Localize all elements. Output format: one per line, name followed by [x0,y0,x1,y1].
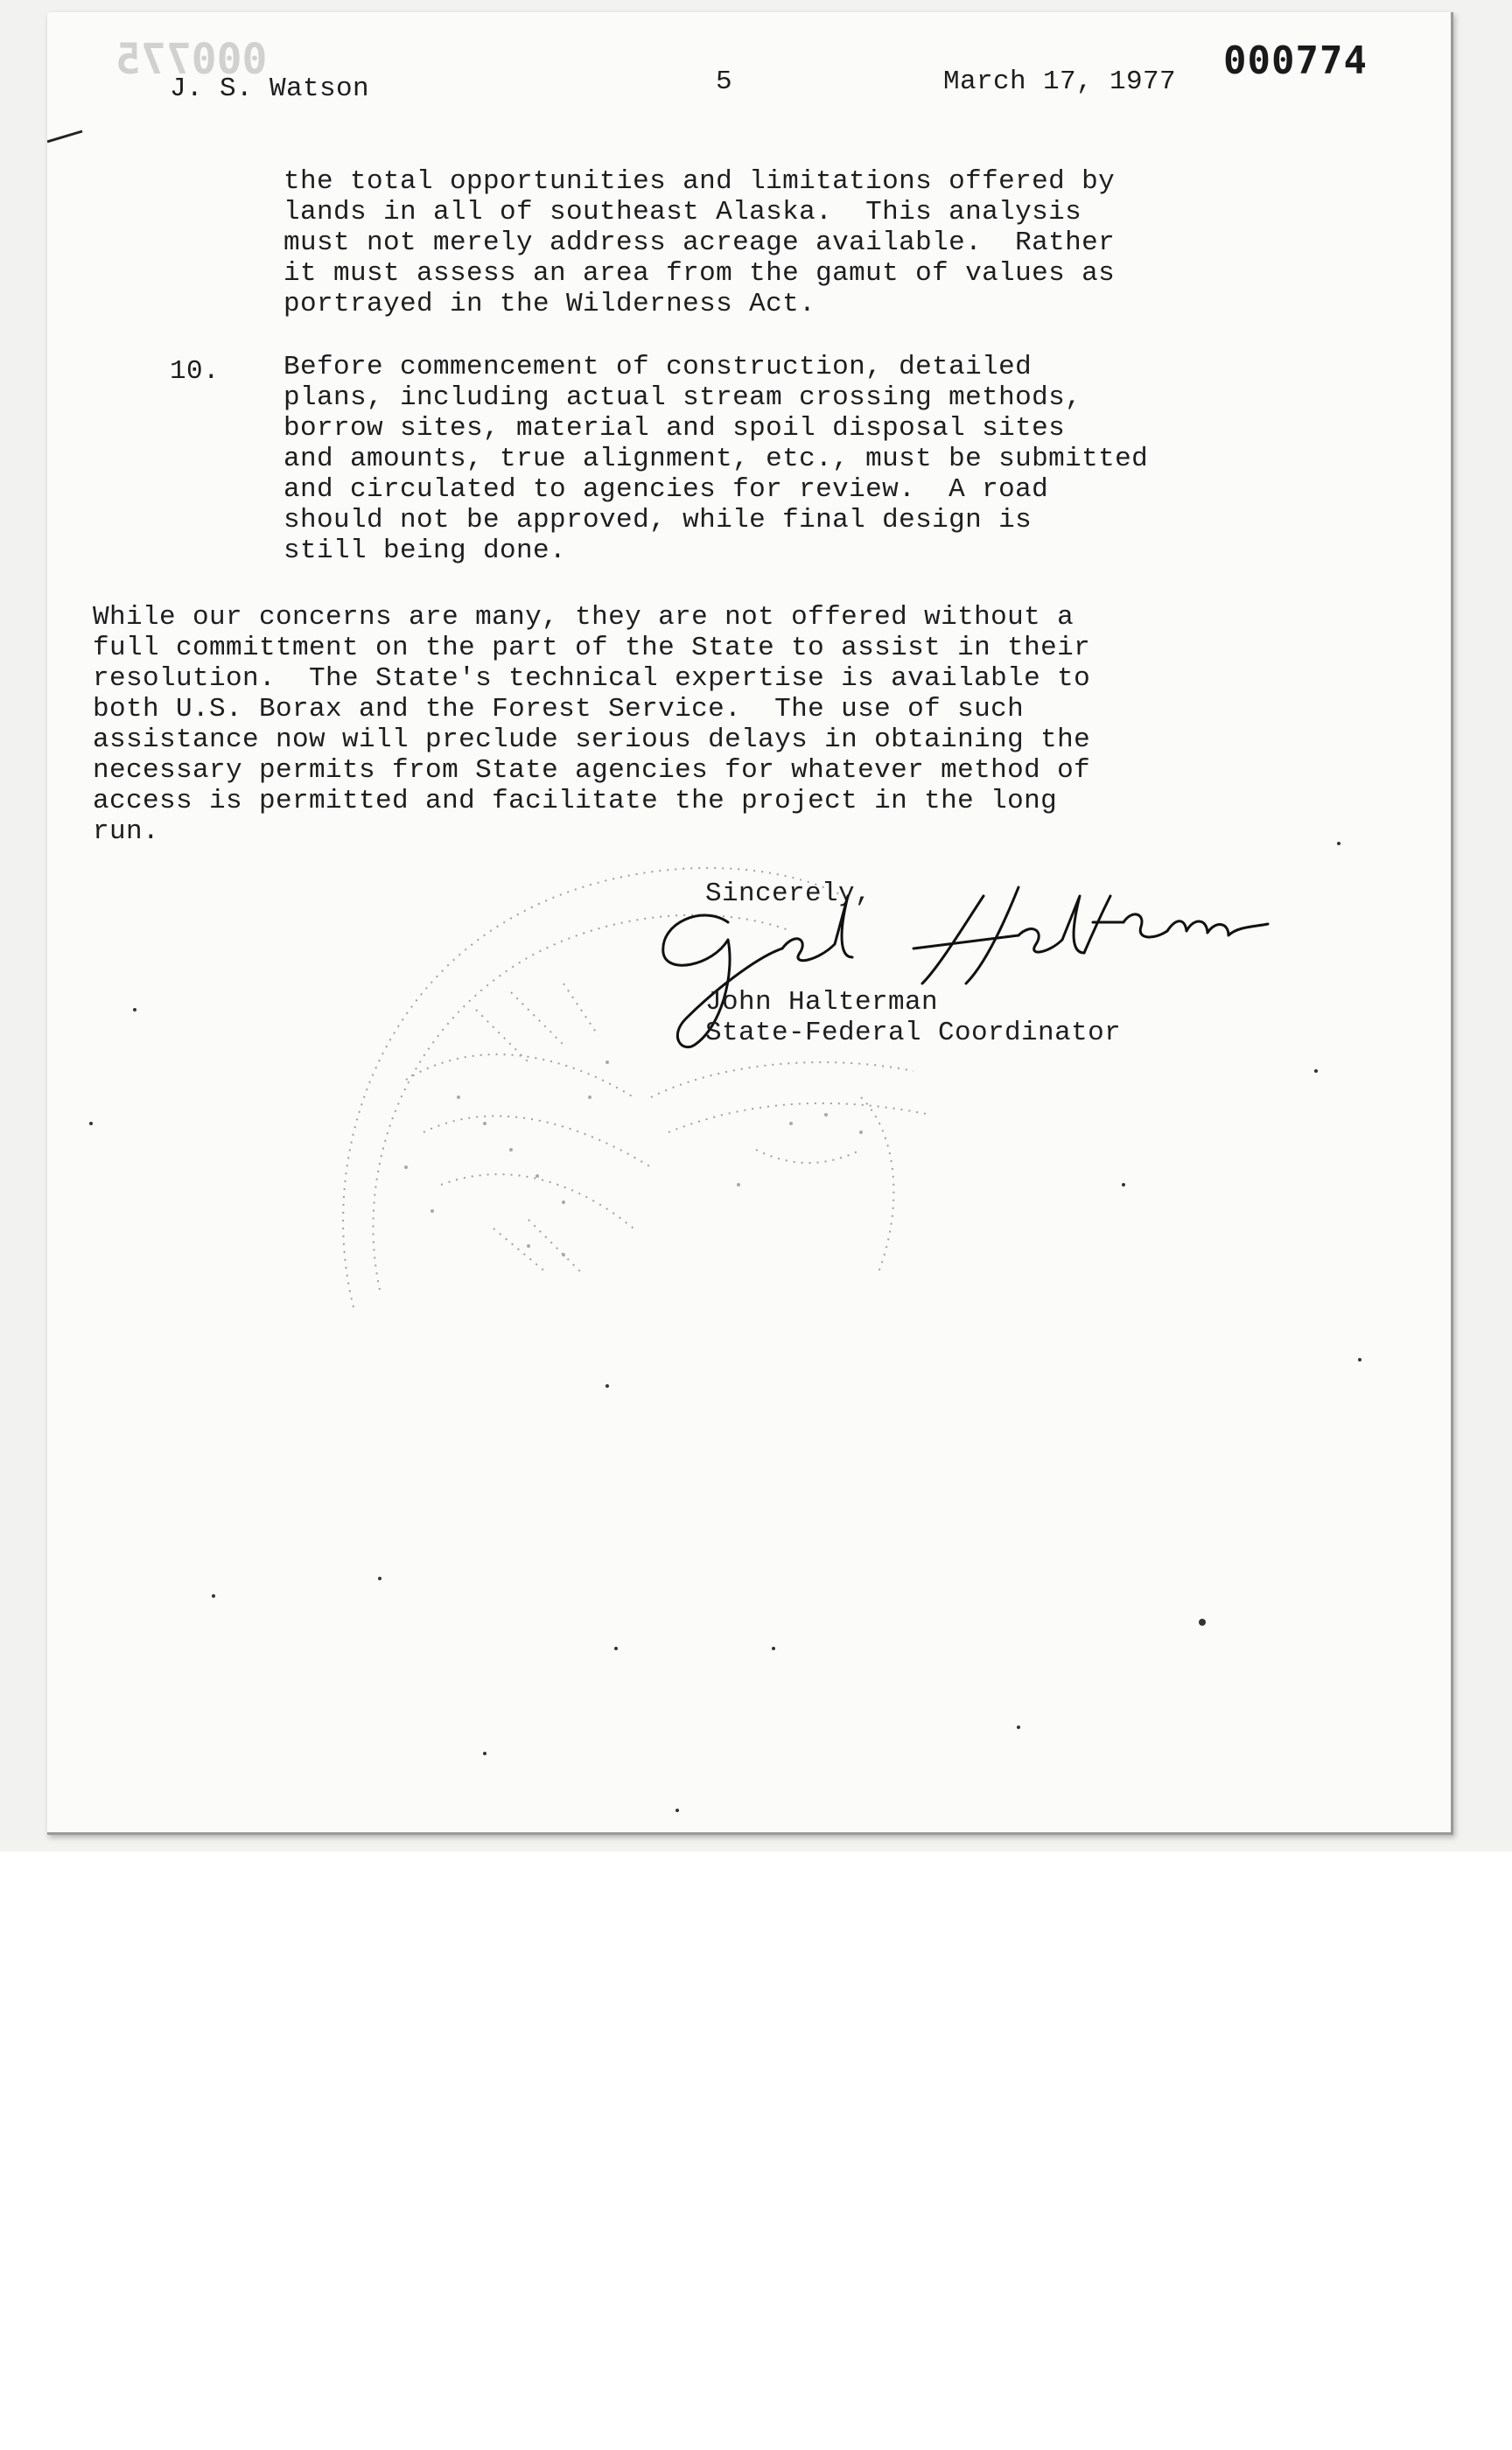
item-10-line: and circulated to agencies for review. A road [284,474,1049,505]
closing-paragraph-line: assistance now will preclude serious delays in obtaining the [93,724,1091,755]
closing-paragraph-line: access is permitted and facilitate the project in the long [93,786,1058,816]
letter-page [47,12,1453,1835]
item-9-line: the total opportunities and limitations offered by [284,166,1116,197]
item-9-line: it must assess an area from the gamut of values as [284,258,1116,289]
closing-paragraph-line: While our concerns are many, they are not offered without a [93,602,1074,633]
salutation: Sincerely, [705,878,872,909]
item-10-number: 10. [170,356,220,387]
item-10-line: borrow sites, material and spoil disposal sites [284,413,1066,444]
header-date: March 17, 1977 [943,66,1177,97]
item-9-line: portrayed in the Wilderness Act. [284,289,816,319]
document-stamp-number: 000774 [1223,38,1368,83]
item-10-line: still being done. [284,536,567,566]
item-10-line: and amounts, true alignment, etc., must be submitted [284,444,1149,474]
item-10-line: Before commencement of construction, detailed [284,352,1032,382]
closing-paragraph-line: full committment on the part of the State to assist in their [93,633,1091,663]
bleed-through-stamp-number: 000775 [116,35,268,84]
item-9-line: must not merely address acreage available. Rather [284,228,1116,258]
closing-paragraph-line: resolution. The State's technical expertise is available to [93,663,1091,694]
closing-paragraph-line: both U.S. Borax and the Forest Service. The use of such [93,694,1025,724]
item-9-line: lands in all of southeast Alaska. This analysis [284,197,1082,228]
closing-paragraph-line: run. [93,816,160,847]
header-page-number: 5 [716,66,733,97]
item-10-line: plans, including actual stream crossing methods, [284,382,1082,413]
item-10-line: should not be approved, while final design is [284,505,1032,536]
closing-paragraph-line: necessary permits from State agencies for whatever method of [93,755,1091,786]
signer-title: State-Federal Coordinator [705,1018,1122,1048]
signer-name: John Halterman [705,987,939,1018]
header-recipient: J. S. Watson [170,74,370,104]
scan-noise-specks [47,12,1451,1832]
